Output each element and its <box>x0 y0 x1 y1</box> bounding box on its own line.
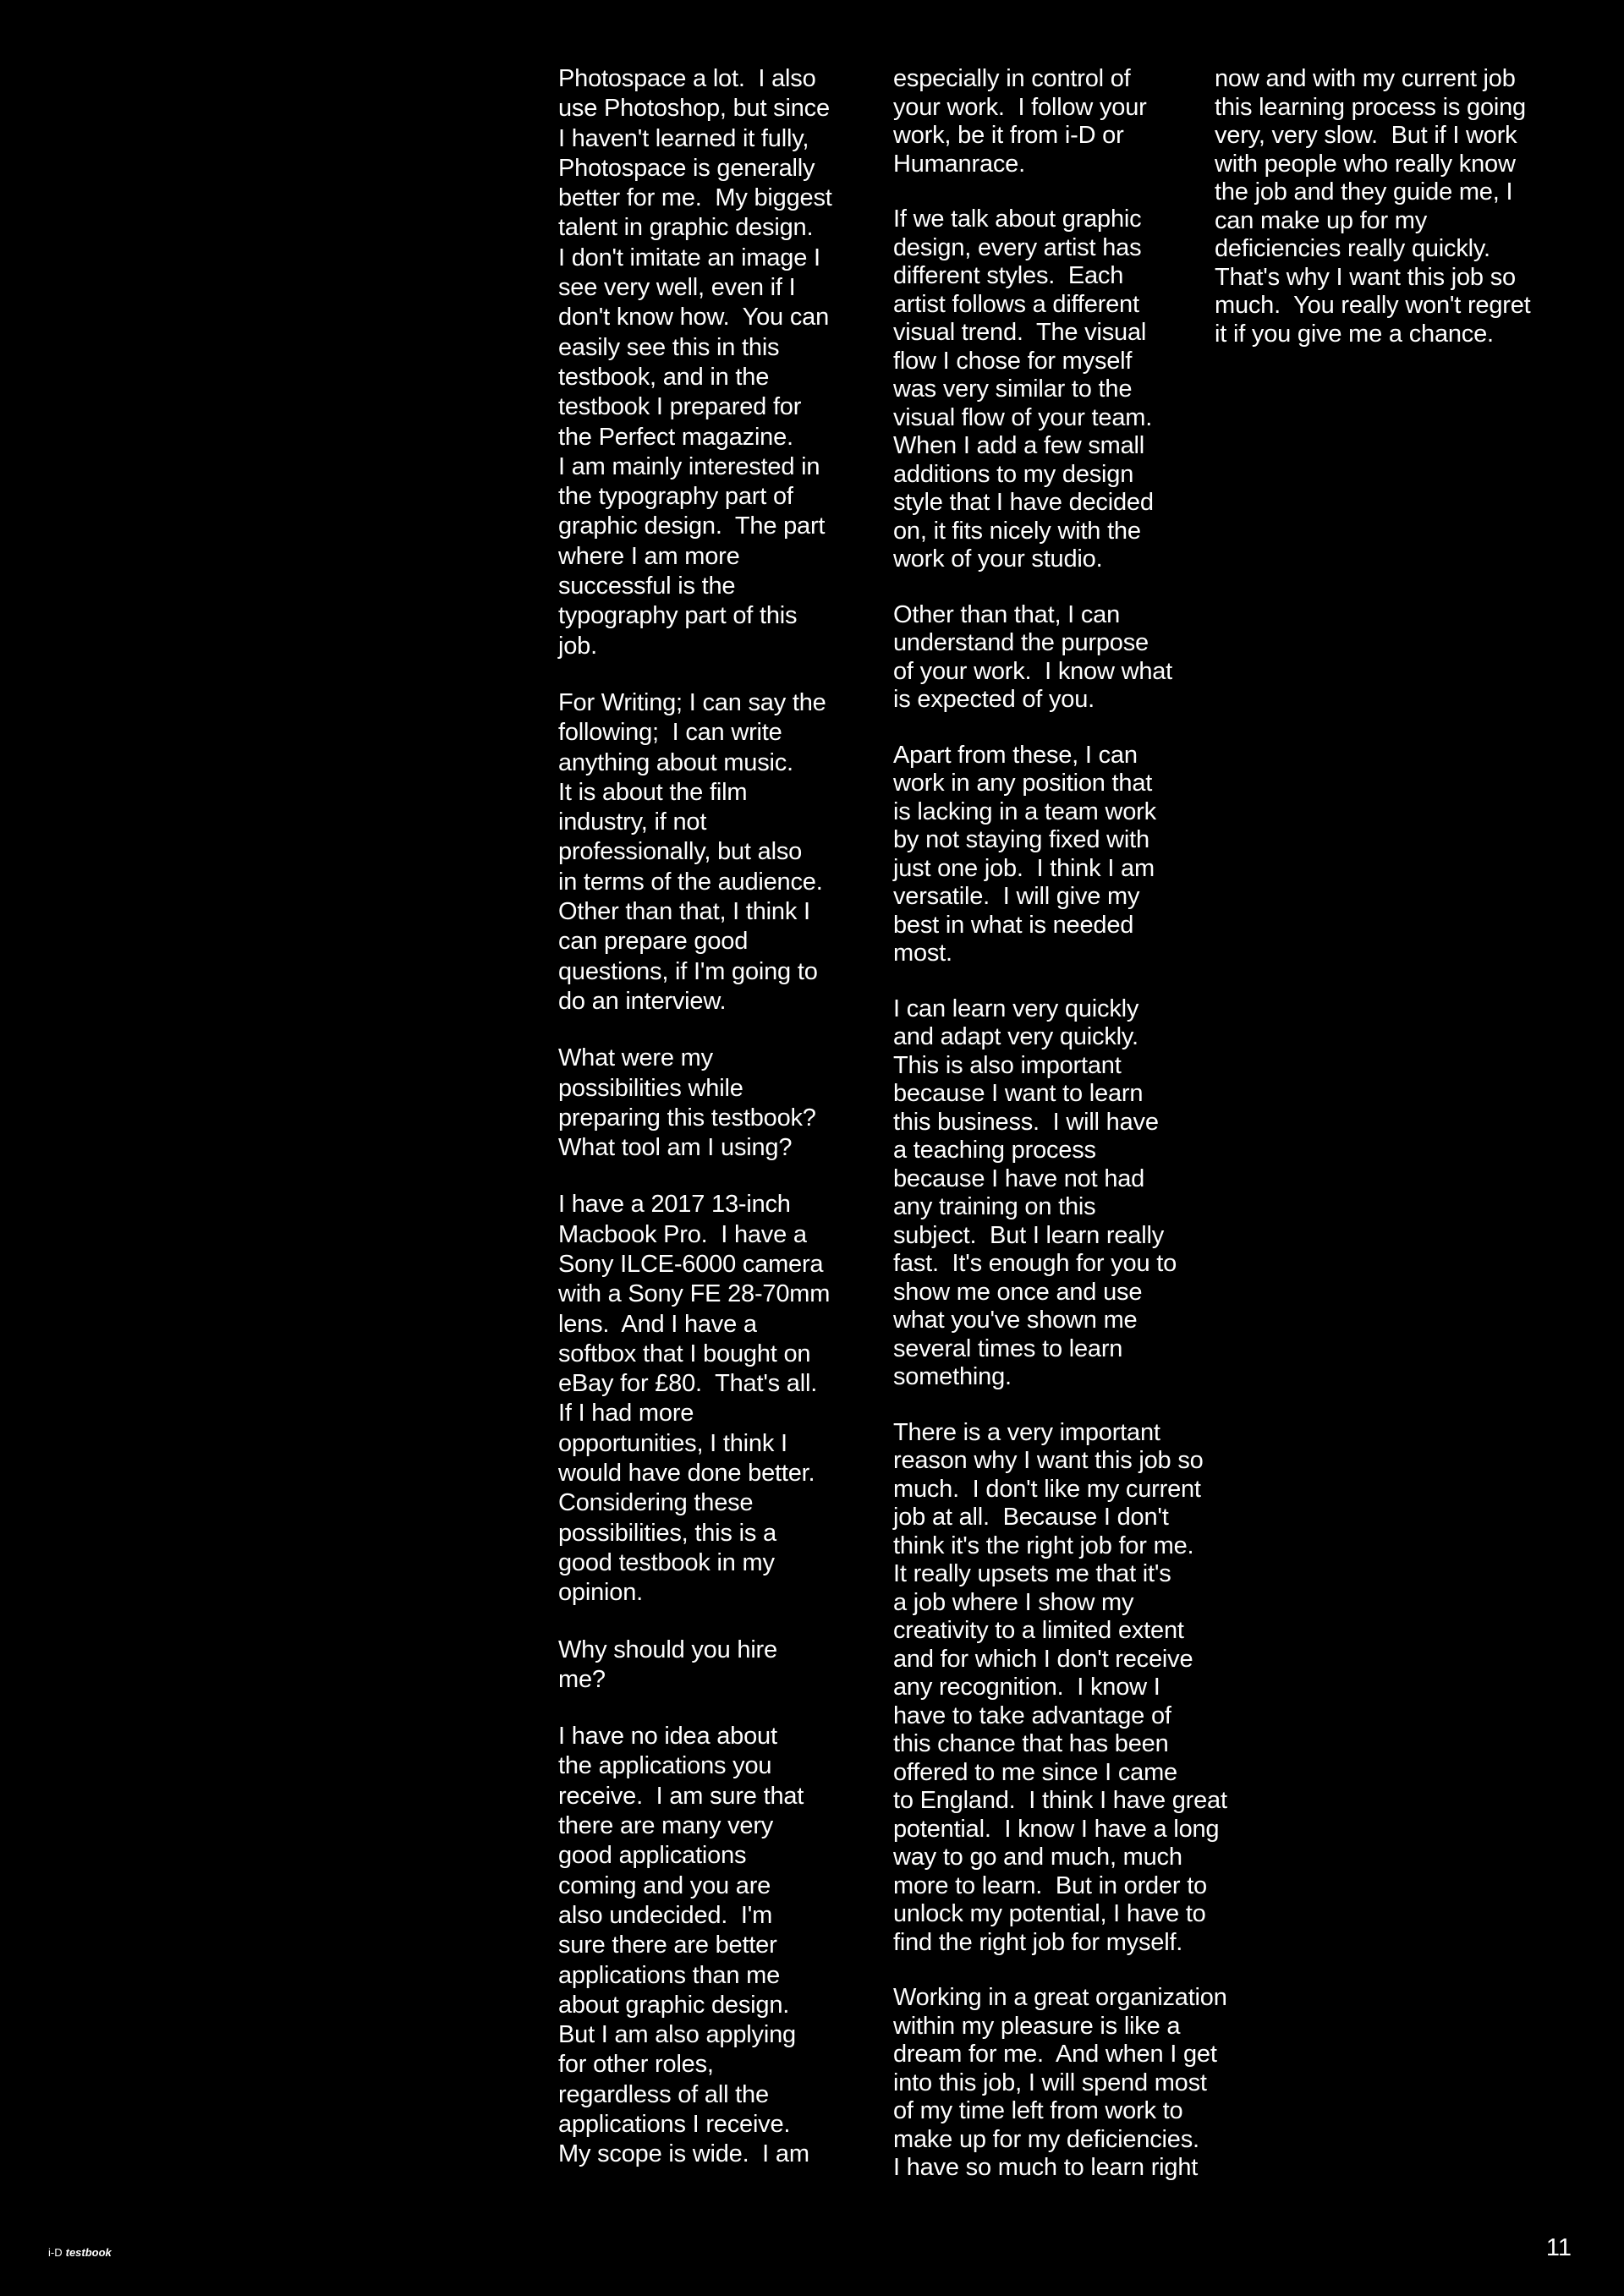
text-line: For Writing; I can say the <box>558 688 826 716</box>
text-line: with people who really know <box>1215 150 1516 178</box>
text-line: was very similar to the <box>893 375 1133 403</box>
text-line: regardless of all the <box>558 2080 769 2108</box>
text-line <box>558 1608 863 1636</box>
text-line: this learning process is going <box>1215 93 1526 121</box>
text-line: graphic design. The part <box>558 512 826 540</box>
text-line: within my pleasure is like a <box>893 2012 1181 2040</box>
text-line: talent in graphic design. <box>558 214 814 242</box>
text-line: I don't imitate an image I <box>558 244 820 271</box>
text-line: the applications you <box>558 1752 772 1780</box>
text-line: have to take advantage of <box>893 1701 1171 1729</box>
text-line: into this job, I will spend most <box>893 2069 1207 2096</box>
text-column-3 <box>1215 64 1570 348</box>
text-line: lens. And I have a <box>558 1310 757 1338</box>
text-line: industry, if not <box>558 808 707 836</box>
text-line: sure there are better <box>558 1932 777 1959</box>
text-line: just one job. I think I am <box>893 854 1155 882</box>
text-line: find the right job for myself. <box>893 1928 1183 1956</box>
text-line: applications I receive. <box>558 2111 791 2138</box>
text-line: what you've shown me <box>893 1307 1138 1334</box>
text-line: I have so much to learn right <box>893 2154 1199 2181</box>
text-line: testbook, and in the <box>558 363 770 391</box>
text-line: do an interview. <box>558 987 727 1015</box>
text-line: for other roles, <box>558 2051 714 2079</box>
text-line: reason why I want this job so <box>893 1447 1204 1474</box>
text-line: and adapt very quickly. <box>893 1023 1138 1050</box>
text-line: work of your studio. <box>893 545 1103 573</box>
text-line: receive. I am sure that <box>558 1782 804 1810</box>
text-line: opportunities, I think I <box>558 1429 787 1457</box>
text-line <box>893 967 1248 995</box>
text-line: deficiencies really quickly. <box>1215 235 1490 262</box>
text-line: fast. It's enough for you to <box>893 1250 1177 1277</box>
text-line: artist follows a different <box>893 290 1139 318</box>
text-line: anything about music. <box>558 748 793 776</box>
text-line: If I had more <box>558 1400 694 1427</box>
text-line: When I add a few small <box>893 432 1145 459</box>
text-line: coming and you are <box>558 1871 771 1899</box>
text-line: show me once and use <box>893 1278 1143 1306</box>
text-line: visual flow of your team. <box>893 403 1153 431</box>
text-line: Considering these <box>558 1489 754 1517</box>
text-line: There is a very important <box>893 1418 1160 1446</box>
text-line: I haven't learned it fully, <box>558 124 809 152</box>
text-column-1 <box>558 64 863 2170</box>
text-line: use Photoshop, but since <box>558 95 830 123</box>
text-line: of my time left from work to <box>893 2097 1183 2124</box>
text-line: preparing this testbook? <box>558 1104 816 1132</box>
text-line: best in what is needed <box>893 911 1134 939</box>
text-line: typography part of this <box>558 602 798 630</box>
text-line: way to go and much, much <box>893 1844 1182 1871</box>
text-line: What tool am I using? <box>558 1134 793 1162</box>
text-line: because I have not had <box>893 1164 1145 1192</box>
text-line <box>893 178 1248 205</box>
text-line: the job and they guide me, I <box>1215 178 1513 205</box>
text-line <box>558 1163 863 1190</box>
text-line: It really upsets me that it's <box>893 1560 1171 1587</box>
text-line: any training on this <box>893 1193 1096 1220</box>
text-line: additions to my design <box>893 460 1134 488</box>
text-line: the Perfect magazine. <box>558 423 793 451</box>
text-line: because I want to learn <box>893 1080 1144 1107</box>
text-line: by not staying fixed with <box>893 826 1149 853</box>
text-line: of your work. I know what <box>893 657 1173 685</box>
text-line: and for which I don't receive <box>893 1645 1193 1673</box>
text-line: Macbook Pro. I have a <box>558 1220 807 1248</box>
text-line: several times to learn <box>893 1334 1123 1362</box>
text-line: easily see this in this <box>558 333 780 361</box>
text-line: in terms of the audience. <box>558 868 823 896</box>
text-line: applications than me <box>558 1961 780 1989</box>
text-line: see very well, even if I <box>558 274 796 302</box>
text-line: That's why I want this job so <box>1215 263 1516 291</box>
text-line: professionally, but also <box>558 838 803 866</box>
text-line: is lacking in a team work <box>893 797 1156 825</box>
text-line: My scope is wide. I am <box>558 2140 809 2168</box>
text-line <box>558 1695 863 1722</box>
text-line: I have no idea about <box>558 1723 777 1751</box>
text-line: also undecided. I'm <box>558 1901 773 1929</box>
text-line: visual trend. The visual <box>893 319 1147 346</box>
page-number: 11 <box>1545 2234 1572 2261</box>
text-line: flow I chose for myself <box>893 347 1133 375</box>
text-line <box>893 1391 1248 1418</box>
text-line <box>893 714 1248 741</box>
text-line: eBay for £80. That's all. <box>558 1370 818 1398</box>
text-line: this business. I will have <box>893 1108 1159 1136</box>
text-line: a job where I show my <box>893 1588 1134 1616</box>
text-line: work in any position that <box>893 770 1153 797</box>
text-line: where I am more <box>558 542 740 570</box>
text-line: Working in a great organization <box>893 1984 1227 2011</box>
footer-publication-subtitle: testbook <box>65 2246 112 2259</box>
text-line: Other than that, I think I <box>558 898 810 926</box>
text-line: now and with my current job <box>1215 65 1516 92</box>
text-line: any recognition. I know I <box>893 1674 1160 1701</box>
text-line: think it's the right job for me. <box>893 1532 1194 1559</box>
text-line: there are many very <box>558 1812 774 1840</box>
text-line: make up for my deficiencies. <box>893 2125 1199 2153</box>
text-line <box>893 573 1248 600</box>
text-line: a teaching process <box>893 1137 1096 1164</box>
text-line: versatile. I will give my <box>893 883 1140 910</box>
text-line: style that I have decided <box>893 489 1154 516</box>
text-line: job at all. Because I don't <box>893 1504 1169 1531</box>
text-line: different styles. Each <box>893 262 1124 289</box>
text-line: understand the purpose <box>893 629 1149 656</box>
text-line: Photospace a lot. I also <box>558 65 816 92</box>
text-line: This is also important <box>893 1051 1122 1079</box>
text-line: design, every artist has <box>893 233 1142 261</box>
text-line <box>893 1956 1248 1983</box>
text-line: Humanrace. <box>893 150 1025 178</box>
text-line: offered to me since I came <box>893 1758 1177 1786</box>
text-line: testbook I prepared for <box>558 393 802 421</box>
text-line: it if you give me a chance. <box>1215 320 1494 348</box>
text-line: Why should you hire <box>558 1636 777 1663</box>
text-line: possibilities while <box>558 1074 743 1102</box>
text-line: your work. I follow your <box>893 93 1147 121</box>
text-line: subject. But I learn really <box>893 1221 1164 1249</box>
text-line: successful is the <box>558 573 736 600</box>
text-line: much. You really won't regret <box>1215 292 1531 319</box>
text-line: following; I can write <box>558 719 782 747</box>
text-line: very, very slow. But if I work <box>1215 122 1517 149</box>
text-line: I can learn very quickly <box>893 995 1139 1022</box>
text-line: It is about the film <box>558 778 748 806</box>
text-line: I have a 2017 13-inch <box>558 1191 791 1219</box>
text-line: better for me. My biggest <box>558 184 832 212</box>
text-line: is expected of you. <box>893 686 1095 713</box>
text-line: don't know how. You can <box>558 304 829 332</box>
text-line: What were my <box>558 1044 713 1072</box>
text-line: especially in control of <box>893 65 1131 92</box>
text-line: more to learn. But in order to <box>893 1871 1207 1899</box>
text-line: questions, if I'm going to <box>558 957 818 985</box>
text-line: most. <box>893 940 952 967</box>
footer-publication <box>48 2246 112 2259</box>
text-line: Sony ILCE-6000 camera <box>558 1250 824 1278</box>
text-line: on, it fits nicely with the <box>893 517 1141 545</box>
text-line: the typography part of <box>558 483 793 511</box>
text-line: job. <box>558 632 597 660</box>
text-line: Apart from these, I can <box>893 741 1138 769</box>
text-line <box>558 661 863 688</box>
text-line: work, be it from i-D or <box>893 122 1124 149</box>
text-line: creativity to a limited extent <box>893 1617 1184 1644</box>
text-line: possibilities, this is a <box>558 1519 776 1547</box>
text-line: opinion. <box>558 1579 643 1607</box>
text-line: about graphic design. <box>558 1991 790 2019</box>
text-column-2 <box>893 64 1248 2182</box>
text-line: Other than that, I can <box>893 600 1121 628</box>
text-line: If we talk about graphic <box>893 205 1142 233</box>
text-line: unlock my potential, I have to <box>893 1900 1206 1927</box>
footer-publication-name: i-D <box>48 2246 63 2259</box>
text-line: good testbook in my <box>558 1548 775 1576</box>
text-line: this chance that has been <box>893 1730 1169 1757</box>
text-line: can make up for my <box>1215 206 1428 234</box>
text-line: dream for me. And when I get <box>893 2041 1217 2068</box>
text-line <box>558 1016 863 1044</box>
text-line: potential. I know I have a long <box>893 1815 1220 1843</box>
text-line: much. I don't like my current <box>893 1475 1201 1503</box>
text-line: with a Sony FE 28-70mm <box>558 1280 831 1308</box>
text-line: I am mainly interested in <box>558 452 820 480</box>
text-line: me? <box>558 1665 606 1693</box>
text-line: Photospace is generally <box>558 154 815 182</box>
text-line: can prepare good <box>558 928 749 956</box>
text-line: something. <box>893 1363 1012 1390</box>
text-line: good applications <box>558 1842 747 1870</box>
text-line: softbox that I bought on <box>558 1340 811 1367</box>
text-line: to England. I think I have great <box>893 1787 1227 1814</box>
text-line: would have done better. <box>558 1460 815 1488</box>
text-line: But I am also applying <box>558 2021 796 2049</box>
